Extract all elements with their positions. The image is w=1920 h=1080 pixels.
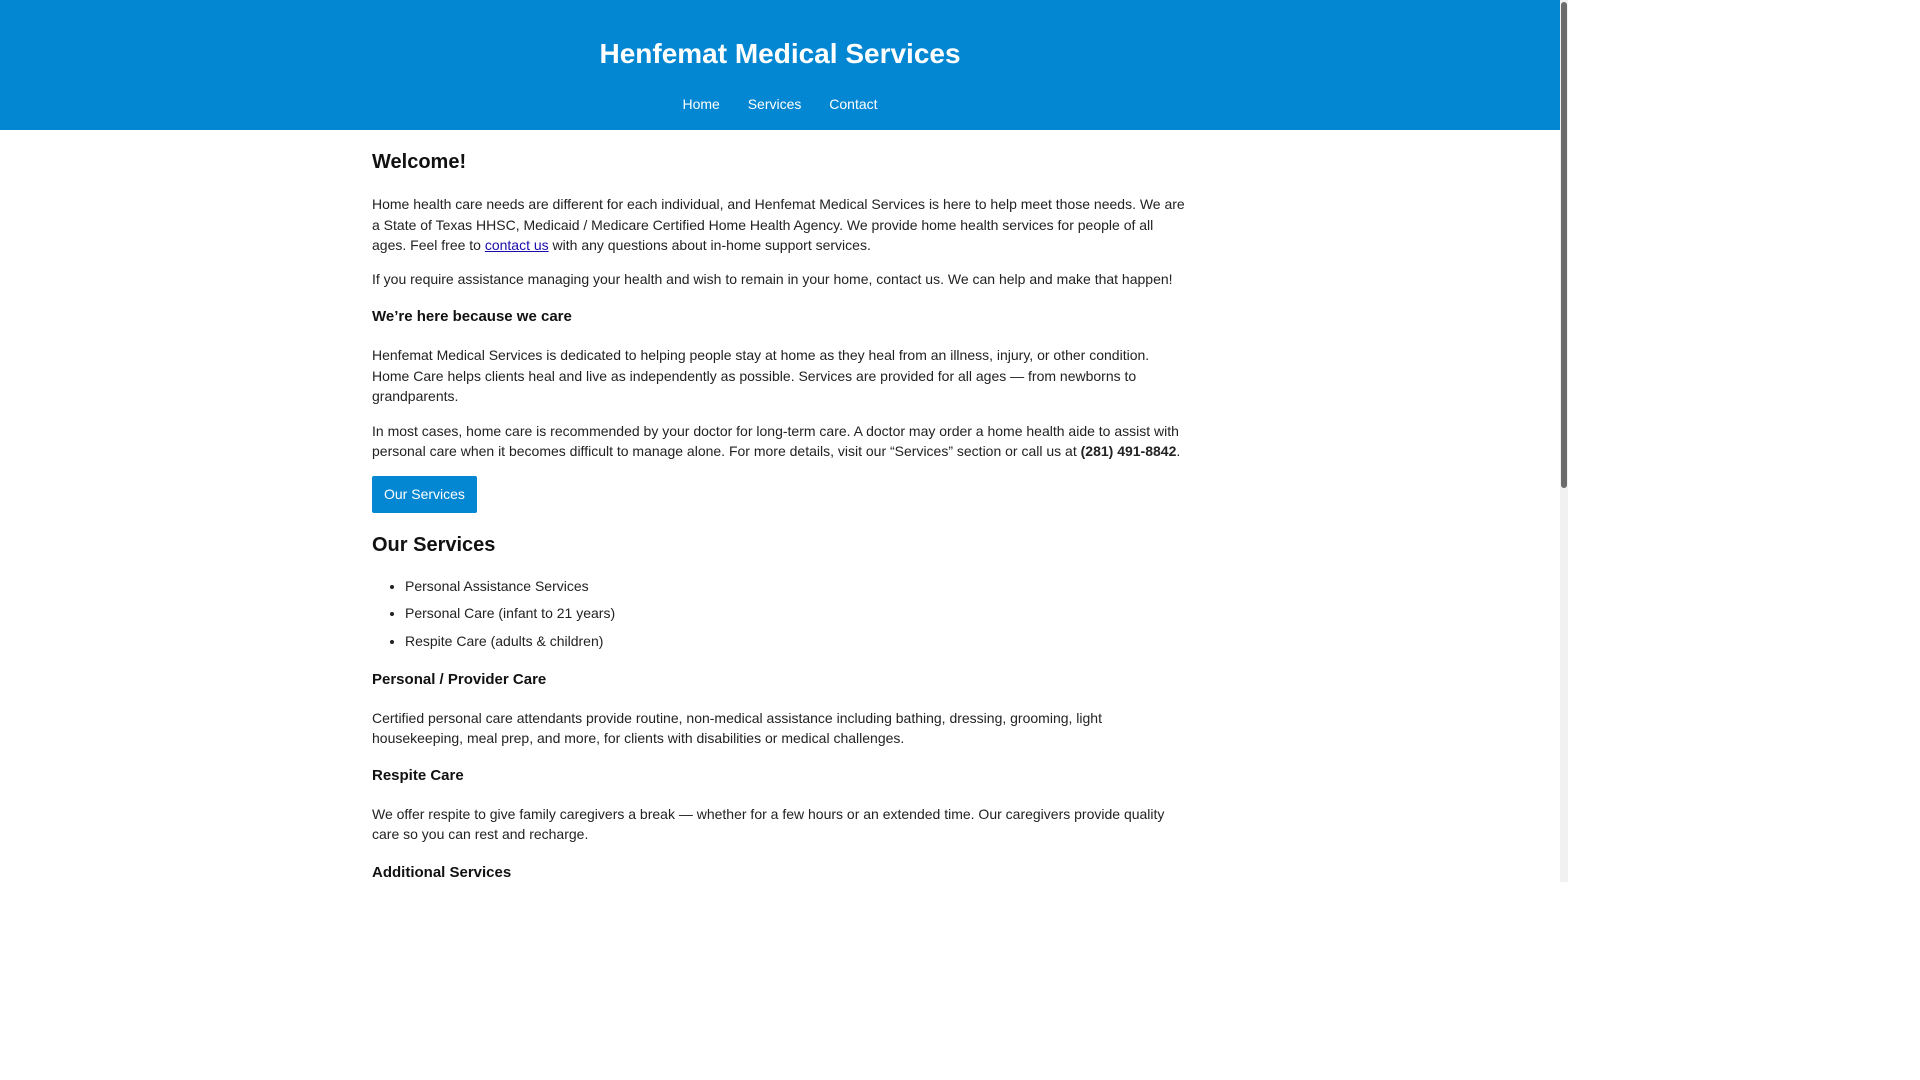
scrollbar-thumb[interactable] xyxy=(1561,2,1567,488)
services-list xyxy=(372,577,1190,651)
doctor-text: In most cases, home care is recommended by your doctor for long-term care. A doctor may order a home health aide to assist with personal care when it becomes difficult to manage alone. For more details, visit our “Services” section or call us at xyxy=(372,422,1179,459)
main-content xyxy=(372,130,1190,882)
respite-heading: Respite Care xyxy=(372,766,464,784)
service-item: • Personal Assistance Services xyxy=(405,577,1190,596)
main-nav xyxy=(0,94,1560,114)
respite-paragraph: We offer respite to give family caregivers a break — whether for a few hours or an extended time. Our caregivers provide quality care so you can rest and recharge. xyxy=(372,805,1165,842)
vertical-scrollbar[interactable] xyxy=(1560,0,1568,882)
services-heading: Our Services xyxy=(372,533,496,556)
phone-number: (281) 491-8842 xyxy=(1080,443,1177,459)
doctor-paragraph xyxy=(372,421,1190,462)
welcome-text-end: with any questions about in-home support services. xyxy=(548,237,871,253)
care-heading: We’re here because we care xyxy=(372,308,572,325)
service-item: • Respite Care (adults & children) xyxy=(405,632,1190,651)
welcome-paragraph xyxy=(372,194,1190,256)
nav-contact-link[interactable]: Contact xyxy=(829,96,878,112)
nav-home-link[interactable]: Home xyxy=(682,96,720,112)
nav-services-link[interactable]: Services xyxy=(747,96,802,112)
personal-care-heading: Personal / Provider Care xyxy=(372,670,547,688)
welcome-heading: Welcome! xyxy=(372,151,467,173)
contact-us-link[interactable]: contact us xyxy=(484,237,549,253)
care-paragraph: Henfemat Medical Services is dedicated to helping people stay at home as they heal from an illness, injury, or other condition. Home Care helps clients heal and live as independently as possible. Services are provided for all ages — from newborns to grandparents. xyxy=(372,347,1150,404)
assistance-paragraph: If you require assistance managing your health and wish to remain in your home, contact us. We can help and make that happen! xyxy=(372,270,1173,287)
our-services-button[interactable]: Our Services xyxy=(372,476,477,513)
personal-care-paragraph: Certified personal care attendants provide routine, non-medical assistance including bathing, dressing, grooming, light housekeeping, meal prep, and more, for clients with disabilities or medical challenges. xyxy=(372,709,1102,746)
site-title: Henfemat Medical Services xyxy=(599,38,961,69)
additional-services-heading: Additional Services xyxy=(372,863,512,881)
doctor-text-end: . xyxy=(1176,443,1181,459)
service-item: • Personal Care (infant to 21 years) xyxy=(405,604,1190,623)
site-header xyxy=(0,0,1560,130)
welcome-text-start: Home health care needs are different for each individual, and Henfemat Medical Services is here to help meet those needs. We are a State of Texas HHSC, Medicaid / Medicare Certified Home Health Agency. We provide home health services for people of all ages. Feel free to xyxy=(372,196,1185,253)
